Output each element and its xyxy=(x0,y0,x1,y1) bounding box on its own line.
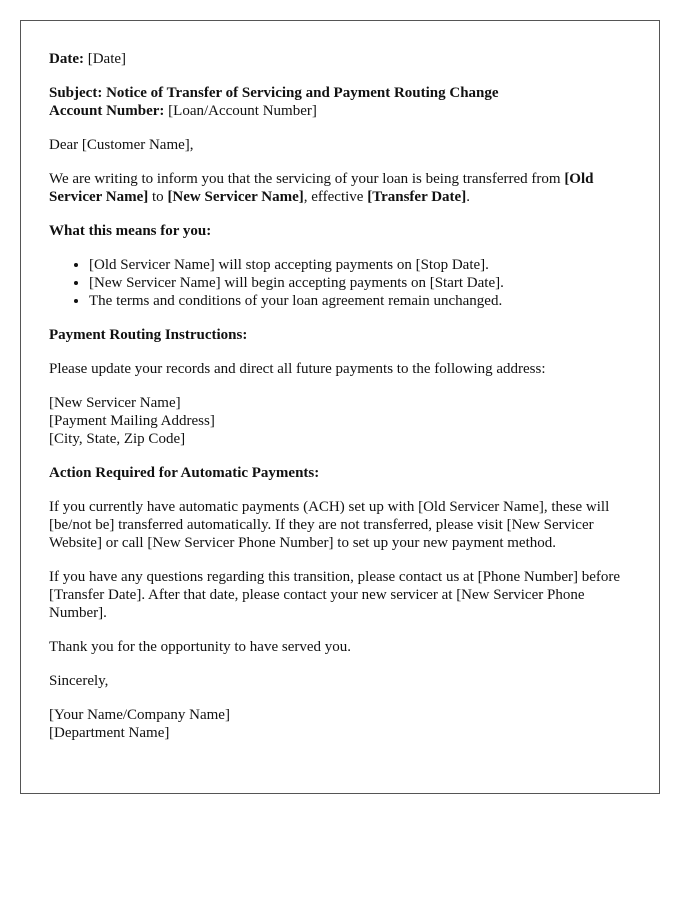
intro-paragraph xyxy=(49,170,639,206)
account-label: Account Number: xyxy=(49,103,165,119)
thanks-line: Thank you for the opportunity to have served you. xyxy=(49,639,352,655)
letter-frame xyxy=(20,20,660,794)
date-value: [Date] xyxy=(87,51,127,67)
closing-line: Sincerely, xyxy=(49,673,109,689)
transfer-date: [Transfer Date] xyxy=(367,189,467,205)
account-line xyxy=(49,102,639,120)
address-block xyxy=(49,394,639,448)
address-line: [City, State, Zip Code] xyxy=(49,431,186,447)
old-servicer-name: [Old Servicer Name] xyxy=(49,171,594,205)
action-paragraph: If you currently have automatic payments (ACH) set up with [Old Servicer Name], these will [be/not be] transferred automatically. If they are not transferred, please visit [New Servicer Website] or call [New Servicer Phone Number] to set up your new payment method. xyxy=(49,499,610,551)
routing-paragraph: Please update your records and direct all future payments to the following address: xyxy=(49,361,546,377)
what-heading: What this means for you: xyxy=(49,223,212,239)
intro-text-3: , effective xyxy=(303,189,368,205)
questions-paragraph: If you have any questions regarding this transition, please contact us at [Phone Number] before [Transfer Date]. After that date, please contact your new servicer at [New Servicer Phone Number]. xyxy=(49,569,621,621)
intro-text-4: . xyxy=(466,189,470,205)
subject-block xyxy=(49,84,639,120)
account-value: [Loan/Account Number] xyxy=(168,103,317,119)
routing-heading: Payment Routing Instructions: xyxy=(49,327,248,343)
signature-department: [Department Name] xyxy=(49,725,170,741)
letter-content xyxy=(49,50,639,758)
subject-line xyxy=(49,84,639,102)
intro-text-1: We are writing to inform you that the servicing of your loan is being transferred from xyxy=(49,171,565,187)
signature-block xyxy=(49,706,639,742)
subject-value: Notice of Transfer of Servicing and Payment Routing Change xyxy=(106,85,499,101)
bullet-item: • [New Servicer Name] will begin accepting payments on [Start Date]. xyxy=(89,274,639,292)
intro-text-2: to xyxy=(148,189,168,205)
date-label: Date: xyxy=(49,51,84,67)
date-line xyxy=(49,50,639,68)
address-line: [New Servicer Name] xyxy=(49,395,181,411)
action-heading: Action Required for Automatic Payments: xyxy=(49,465,320,481)
signature-name: [Your Name/Company Name] xyxy=(49,707,230,723)
bullet-item: • The terms and conditions of your loan agreement remain unchanged. xyxy=(89,292,639,310)
new-servicer-name: [New Servicer Name] xyxy=(167,189,304,205)
address-line: [Payment Mailing Address] xyxy=(49,413,215,429)
bullet-list xyxy=(49,256,639,310)
greeting: Dear [Customer Name], xyxy=(49,137,194,153)
bullet-item: • [Old Servicer Name] will stop accepting payments on [Stop Date]. xyxy=(89,256,639,274)
subject-label: Subject: xyxy=(49,85,103,101)
